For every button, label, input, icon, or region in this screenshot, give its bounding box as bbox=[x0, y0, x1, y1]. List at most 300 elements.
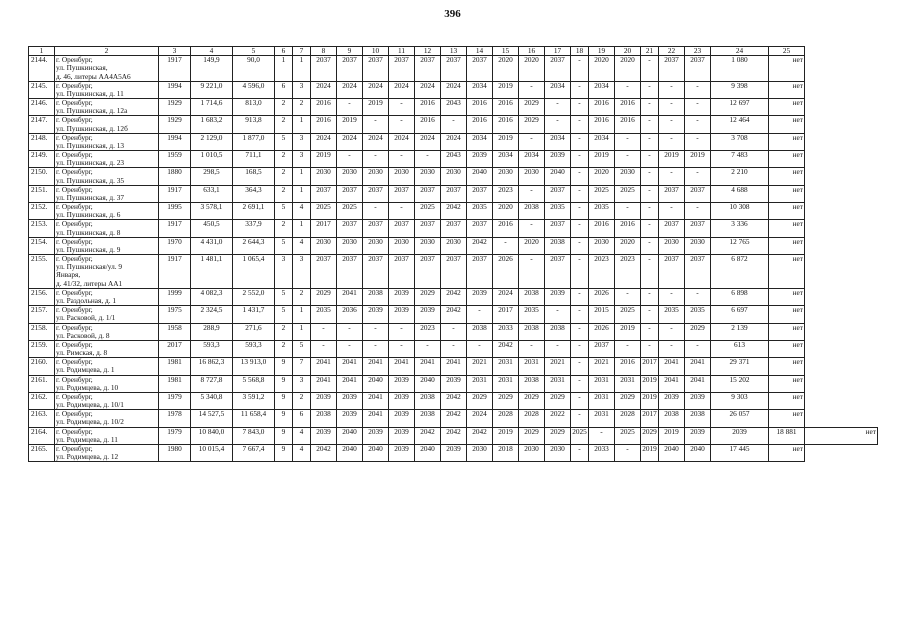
address-cell: г. Оренбург, ул. Расковой, д. 1/1 bbox=[55, 306, 159, 323]
value-cell: 2 644,3 bbox=[233, 237, 275, 254]
value-cell: 2035 bbox=[685, 306, 711, 323]
column-header-14: 14 bbox=[467, 47, 493, 56]
value-cell: - bbox=[641, 81, 659, 98]
value-cell: 2039 bbox=[441, 444, 467, 461]
value-cell: - bbox=[571, 99, 589, 116]
value-cell: 2039 bbox=[389, 392, 415, 409]
value-cell: 2041 bbox=[659, 375, 685, 392]
value-cell: 1 714,6 bbox=[191, 99, 233, 116]
value-cell: 2037 bbox=[441, 56, 467, 82]
value-cell: 2037 bbox=[415, 220, 441, 237]
value-cell: 2039 bbox=[389, 306, 415, 323]
value-cell: 1929 bbox=[159, 116, 191, 133]
value-cell: 2 bbox=[293, 392, 311, 409]
value-cell: 2037 bbox=[467, 255, 493, 289]
value-cell: 2037 bbox=[311, 185, 337, 202]
value-cell: 2029 bbox=[519, 392, 545, 409]
value-cell: 2033 bbox=[589, 444, 615, 461]
value-cell: 2037 bbox=[467, 185, 493, 202]
value-cell: 2039 bbox=[337, 392, 363, 409]
row-number-cell: 2165. bbox=[29, 444, 55, 461]
value-cell: 1929 bbox=[159, 99, 191, 116]
value-cell: 2025 bbox=[615, 427, 641, 444]
value-cell: 2017 bbox=[311, 220, 337, 237]
value-cell: - bbox=[659, 99, 685, 116]
value-cell: 2016 bbox=[589, 116, 615, 133]
value-cell: 2038 bbox=[519, 288, 545, 305]
value-cell: 2030 bbox=[615, 168, 641, 185]
value-cell: - bbox=[641, 133, 659, 150]
row-number-cell: 2160. bbox=[29, 358, 55, 375]
value-cell: 2034 bbox=[545, 81, 571, 98]
value-cell: 2037 bbox=[545, 56, 571, 82]
value-cell: 2039 bbox=[467, 151, 493, 168]
row-number-cell: 2158. bbox=[29, 323, 55, 340]
value-cell: - bbox=[311, 323, 337, 340]
value-cell: 7 483 bbox=[711, 151, 769, 168]
value-cell: - bbox=[571, 151, 589, 168]
value-cell: 2029 bbox=[519, 116, 545, 133]
last-column-cell: нет bbox=[769, 99, 805, 116]
value-cell: 2 bbox=[275, 151, 293, 168]
value-cell: 593,3 bbox=[233, 340, 275, 357]
value-cell: 4 bbox=[293, 237, 311, 254]
value-cell: 2029 bbox=[467, 392, 493, 409]
value-cell: 2030 bbox=[389, 168, 415, 185]
value-cell: 2025 bbox=[589, 185, 615, 202]
value-cell: 2024 bbox=[415, 133, 441, 150]
value-cell: 2029 bbox=[311, 288, 337, 305]
row-number-cell: 2152. bbox=[29, 203, 55, 220]
value-cell: - bbox=[659, 116, 685, 133]
value-cell: 2031 bbox=[589, 410, 615, 427]
address-cell: г. Оренбург, ул. Пушкинская, д. 12а bbox=[55, 99, 159, 116]
value-cell: 2041 bbox=[415, 358, 441, 375]
last-column-cell: нет bbox=[769, 444, 805, 461]
value-cell: 2029 bbox=[545, 427, 571, 444]
address-cell: г. Оренбург, ул. Пушкинская, д. 37 bbox=[55, 185, 159, 202]
table-row bbox=[29, 151, 878, 168]
value-cell: 2042 bbox=[311, 444, 337, 461]
value-cell: 2031 bbox=[467, 375, 493, 392]
value-cell: 2 bbox=[275, 185, 293, 202]
value-cell: - bbox=[545, 340, 571, 357]
value-cell: 813,0 bbox=[233, 99, 275, 116]
value-cell: 2017 bbox=[641, 410, 659, 427]
value-cell: - bbox=[685, 288, 711, 305]
value-cell: 2037 bbox=[441, 255, 467, 289]
value-cell: 1917 bbox=[159, 220, 191, 237]
value-cell: - bbox=[641, 220, 659, 237]
column-header-11: 11 bbox=[389, 47, 415, 56]
table-row bbox=[29, 237, 878, 254]
row-number-cell: 2159. bbox=[29, 340, 55, 357]
value-cell: 2016 bbox=[493, 99, 519, 116]
value-cell: 2016 bbox=[311, 99, 337, 116]
value-cell: 90,0 bbox=[233, 56, 275, 82]
value-cell: - bbox=[641, 340, 659, 357]
value-cell: - bbox=[467, 340, 493, 357]
value-cell: 2019 bbox=[493, 81, 519, 98]
value-cell: 2015 bbox=[589, 306, 615, 323]
value-cell: 2034 bbox=[589, 81, 615, 98]
value-cell: 5 bbox=[275, 288, 293, 305]
value-cell: 2037 bbox=[389, 255, 415, 289]
value-cell: 2040 bbox=[337, 427, 363, 444]
value-cell: 1 481,1 bbox=[191, 255, 233, 289]
value-cell: 2037 bbox=[363, 56, 389, 82]
value-cell: 2 bbox=[293, 288, 311, 305]
value-cell: 2019 bbox=[615, 323, 641, 340]
table-row bbox=[29, 323, 878, 340]
last-column-cell: нет bbox=[769, 185, 805, 202]
value-cell: - bbox=[389, 116, 415, 133]
value-cell: 1880 bbox=[159, 168, 191, 185]
value-cell: 9 bbox=[275, 375, 293, 392]
value-cell: 2 139 bbox=[711, 323, 769, 340]
value-cell: 2023 bbox=[589, 255, 615, 289]
value-cell: - bbox=[685, 340, 711, 357]
value-cell: - bbox=[415, 151, 441, 168]
value-cell: 2034 bbox=[589, 133, 615, 150]
column-header-24: 24 bbox=[711, 47, 769, 56]
value-cell: 2029 bbox=[519, 427, 545, 444]
value-cell: - bbox=[615, 340, 641, 357]
last-column-cell: нет bbox=[769, 220, 805, 237]
value-cell: 2038 bbox=[415, 410, 441, 427]
value-cell: 2024 bbox=[311, 133, 337, 150]
table-row bbox=[29, 116, 878, 133]
value-cell: 2016 bbox=[615, 358, 641, 375]
value-cell: 2038 bbox=[545, 323, 571, 340]
value-cell: 2037 bbox=[659, 185, 685, 202]
value-cell: 2037 bbox=[337, 185, 363, 202]
value-cell: 2019 bbox=[685, 151, 711, 168]
value-cell: 2037 bbox=[389, 185, 415, 202]
value-cell: 2028 bbox=[493, 410, 519, 427]
value-cell: 2019 bbox=[493, 133, 519, 150]
value-cell: 9 bbox=[275, 444, 293, 461]
value-cell: 1959 bbox=[159, 151, 191, 168]
value-cell: 2037 bbox=[415, 185, 441, 202]
column-header-18: 18 bbox=[571, 47, 589, 56]
last-column-cell: нет bbox=[769, 81, 805, 98]
value-cell: - bbox=[571, 133, 589, 150]
value-cell: - bbox=[685, 168, 711, 185]
value-cell: 2039 bbox=[685, 427, 711, 444]
value-cell: - bbox=[685, 203, 711, 220]
value-cell: 2037 bbox=[659, 255, 685, 289]
housing-register-table bbox=[28, 46, 878, 462]
address-cell: г. Оренбург, ул. Родимцева, д. 10 bbox=[55, 375, 159, 392]
value-cell: 2019 bbox=[363, 99, 389, 116]
value-cell: - bbox=[545, 99, 571, 116]
value-cell: 2037 bbox=[659, 220, 685, 237]
last-column-cell: нет bbox=[805, 427, 878, 444]
value-cell: 2040 bbox=[363, 375, 389, 392]
last-column-cell: нет bbox=[769, 203, 805, 220]
value-cell: 271,6 bbox=[233, 323, 275, 340]
value-cell: 2037 bbox=[415, 255, 441, 289]
value-cell: 10 308 bbox=[711, 203, 769, 220]
value-cell: 2025 bbox=[615, 306, 641, 323]
column-header-13: 13 bbox=[441, 47, 467, 56]
row-number-cell: 2156. bbox=[29, 288, 55, 305]
column-header-8: 8 bbox=[311, 47, 337, 56]
value-cell: 4 082,3 bbox=[191, 288, 233, 305]
value-cell: 26 057 bbox=[711, 410, 769, 427]
value-cell: - bbox=[441, 340, 467, 357]
value-cell: 2038 bbox=[545, 237, 571, 254]
value-cell: 2 552,0 bbox=[233, 288, 275, 305]
value-cell: - bbox=[615, 444, 641, 461]
row-number-cell: 2149. bbox=[29, 151, 55, 168]
value-cell: 2040 bbox=[415, 444, 441, 461]
value-cell: - bbox=[641, 151, 659, 168]
value-cell: 2037 bbox=[389, 56, 415, 82]
value-cell: 2039 bbox=[389, 444, 415, 461]
value-cell: 2038 bbox=[519, 375, 545, 392]
value-cell: 2021 bbox=[589, 358, 615, 375]
value-cell: 1978 bbox=[159, 410, 191, 427]
value-cell: 2031 bbox=[493, 358, 519, 375]
value-cell: 9 303 bbox=[711, 392, 769, 409]
value-cell: 2025 bbox=[615, 185, 641, 202]
value-cell: 3 bbox=[293, 81, 311, 98]
value-cell: - bbox=[389, 151, 415, 168]
value-cell: 2024 bbox=[493, 288, 519, 305]
table-row bbox=[29, 375, 878, 392]
value-cell: 9 221,0 bbox=[191, 81, 233, 98]
value-cell: 2041 bbox=[685, 358, 711, 375]
value-cell: 2022 bbox=[545, 410, 571, 427]
row-number-cell: 2155. bbox=[29, 255, 55, 289]
value-cell: - bbox=[571, 323, 589, 340]
address-cell: г. Оренбург, ул. Пушкинская, д. 8 bbox=[55, 220, 159, 237]
value-cell: 2025 bbox=[311, 203, 337, 220]
value-cell: 1 431,7 bbox=[233, 306, 275, 323]
value-cell: 2023 bbox=[493, 185, 519, 202]
value-cell: 2039 bbox=[685, 392, 711, 409]
table-row bbox=[29, 56, 878, 82]
value-cell: 2040 bbox=[545, 168, 571, 185]
value-cell: 2 bbox=[293, 99, 311, 116]
value-cell: - bbox=[337, 151, 363, 168]
value-cell: 2029 bbox=[615, 392, 641, 409]
value-cell: 168,5 bbox=[233, 168, 275, 185]
row-number-cell: 2147. bbox=[29, 116, 55, 133]
value-cell: 2031 bbox=[615, 375, 641, 392]
value-cell: 1 080 bbox=[711, 56, 769, 82]
value-cell: - bbox=[519, 220, 545, 237]
value-cell: 2030 bbox=[493, 168, 519, 185]
value-cell: 2029 bbox=[415, 288, 441, 305]
value-cell: 2038 bbox=[685, 410, 711, 427]
row-number-cell: 2163. bbox=[29, 410, 55, 427]
value-cell: 14 527,5 bbox=[191, 410, 233, 427]
value-cell: 2042 bbox=[441, 392, 467, 409]
value-cell: 2042 bbox=[441, 427, 467, 444]
value-cell: - bbox=[615, 81, 641, 98]
row-number-cell: 2164. bbox=[29, 427, 55, 444]
value-cell: - bbox=[571, 444, 589, 461]
value-cell: 10 840,0 bbox=[191, 427, 233, 444]
value-cell: 9 398 bbox=[711, 81, 769, 98]
value-cell: 8 727,8 bbox=[191, 375, 233, 392]
value-cell: 450,5 bbox=[191, 220, 233, 237]
value-cell: 2037 bbox=[311, 255, 337, 289]
value-cell: 2034 bbox=[467, 133, 493, 150]
value-cell: 2042 bbox=[441, 306, 467, 323]
table-body bbox=[29, 56, 878, 462]
value-cell: 5 bbox=[275, 237, 293, 254]
value-cell: 2030 bbox=[311, 237, 337, 254]
value-cell: - bbox=[659, 288, 685, 305]
value-cell: - bbox=[363, 323, 389, 340]
column-header-19: 19 bbox=[589, 47, 615, 56]
value-cell: 17 445 bbox=[711, 444, 769, 461]
value-cell: 2016 bbox=[467, 116, 493, 133]
value-cell: 2036 bbox=[337, 306, 363, 323]
value-cell: 12 464 bbox=[711, 116, 769, 133]
value-cell: 2037 bbox=[659, 56, 685, 82]
value-cell: - bbox=[571, 168, 589, 185]
value-cell: 6 872 bbox=[711, 255, 769, 289]
value-cell: 2024 bbox=[389, 81, 415, 98]
value-cell: 2030 bbox=[415, 168, 441, 185]
value-cell: 593,3 bbox=[191, 340, 233, 357]
value-cell: 2 129,0 bbox=[191, 133, 233, 150]
column-header-9: 9 bbox=[337, 47, 363, 56]
value-cell: 2 324,5 bbox=[191, 306, 233, 323]
address-cell: г. Оренбург, ул. Римская, д. 8 bbox=[55, 340, 159, 357]
table-row bbox=[29, 220, 878, 237]
value-cell: 1979 bbox=[159, 427, 191, 444]
value-cell: 2031 bbox=[589, 392, 615, 409]
value-cell: 2041 bbox=[337, 375, 363, 392]
value-cell: 2041 bbox=[311, 358, 337, 375]
value-cell: 2034 bbox=[519, 151, 545, 168]
value-cell: 2039 bbox=[363, 427, 389, 444]
column-number-row bbox=[29, 47, 878, 56]
address-cell: г. Оренбург, ул. Пушкинская, д. 9 bbox=[55, 237, 159, 254]
value-cell: 913,8 bbox=[233, 116, 275, 133]
value-cell: 2031 bbox=[493, 375, 519, 392]
value-cell: 2034 bbox=[545, 133, 571, 150]
row-number-cell: 2153. bbox=[29, 220, 55, 237]
value-cell: 2016 bbox=[615, 116, 641, 133]
row-number-cell: 2157. bbox=[29, 306, 55, 323]
column-header-21: 21 bbox=[641, 47, 659, 56]
value-cell: 2024 bbox=[441, 133, 467, 150]
value-cell: 5 568,8 bbox=[233, 375, 275, 392]
value-cell: 2040 bbox=[337, 444, 363, 461]
table-row bbox=[29, 288, 878, 305]
value-cell: 1 bbox=[293, 168, 311, 185]
value-cell: 4 596,0 bbox=[233, 81, 275, 98]
value-cell: 2019 bbox=[641, 444, 659, 461]
value-cell: - bbox=[363, 203, 389, 220]
table-row bbox=[29, 392, 878, 409]
value-cell: 2037 bbox=[363, 185, 389, 202]
value-cell: 2030 bbox=[415, 237, 441, 254]
column-header-17: 17 bbox=[545, 47, 571, 56]
value-cell: 2016 bbox=[589, 99, 615, 116]
value-cell: 2037 bbox=[545, 185, 571, 202]
row-number-cell: 2162. bbox=[29, 392, 55, 409]
value-cell: 1981 bbox=[159, 358, 191, 375]
last-column-cell: нет bbox=[769, 56, 805, 82]
value-cell: 2041 bbox=[363, 358, 389, 375]
value-cell: - bbox=[571, 288, 589, 305]
value-cell: - bbox=[641, 323, 659, 340]
value-cell: 2023 bbox=[615, 255, 641, 289]
value-cell: 4 bbox=[293, 203, 311, 220]
table-row bbox=[29, 81, 878, 98]
column-header-12: 12 bbox=[415, 47, 441, 56]
row-number-cell: 2150. bbox=[29, 168, 55, 185]
value-cell: 1917 bbox=[159, 185, 191, 202]
value-cell: 2026 bbox=[493, 255, 519, 289]
value-cell: 2038 bbox=[363, 288, 389, 305]
value-cell: 5 340,8 bbox=[191, 392, 233, 409]
value-cell: - bbox=[615, 133, 641, 150]
value-cell: 364,3 bbox=[233, 185, 275, 202]
value-cell: 9 bbox=[275, 427, 293, 444]
value-cell: 2041 bbox=[389, 358, 415, 375]
value-cell: 1994 bbox=[159, 81, 191, 98]
value-cell: 1917 bbox=[159, 255, 191, 289]
value-cell: 2037 bbox=[311, 56, 337, 82]
value-cell: 3 708 bbox=[711, 133, 769, 150]
value-cell: 2039 bbox=[389, 288, 415, 305]
value-cell: 18 881 bbox=[769, 427, 805, 444]
value-cell: 7 843,0 bbox=[233, 427, 275, 444]
value-cell: 149,9 bbox=[191, 56, 233, 82]
value-cell: 2020 bbox=[493, 56, 519, 82]
value-cell: 2041 bbox=[363, 410, 389, 427]
value-cell: - bbox=[441, 116, 467, 133]
value-cell: 9 bbox=[275, 358, 293, 375]
value-cell: 2030 bbox=[519, 444, 545, 461]
value-cell: 2017 bbox=[159, 340, 191, 357]
value-cell: 2030 bbox=[589, 237, 615, 254]
value-cell: - bbox=[389, 323, 415, 340]
column-header-15: 15 bbox=[493, 47, 519, 56]
value-cell: 2039 bbox=[415, 306, 441, 323]
value-cell: 2020 bbox=[519, 237, 545, 254]
value-cell: - bbox=[571, 185, 589, 202]
value-cell: 2028 bbox=[615, 410, 641, 427]
value-cell: 3 bbox=[293, 255, 311, 289]
value-cell: 2025 bbox=[415, 203, 441, 220]
value-cell: 2030 bbox=[363, 237, 389, 254]
value-cell: 2041 bbox=[337, 358, 363, 375]
value-cell: - bbox=[571, 220, 589, 237]
table-row bbox=[29, 427, 878, 444]
value-cell: 2024 bbox=[363, 81, 389, 98]
value-cell: - bbox=[363, 116, 389, 133]
value-cell: 1 bbox=[275, 56, 293, 82]
value-cell: 2034 bbox=[467, 81, 493, 98]
row-number-cell: 2145. bbox=[29, 81, 55, 98]
value-cell: - bbox=[659, 340, 685, 357]
value-cell: 2038 bbox=[519, 203, 545, 220]
address-cell: г. Оренбург, ул. Раздольная, д. 1 bbox=[55, 288, 159, 305]
value-cell: 2042 bbox=[493, 340, 519, 357]
value-cell: - bbox=[571, 340, 589, 357]
value-cell: - bbox=[571, 375, 589, 392]
